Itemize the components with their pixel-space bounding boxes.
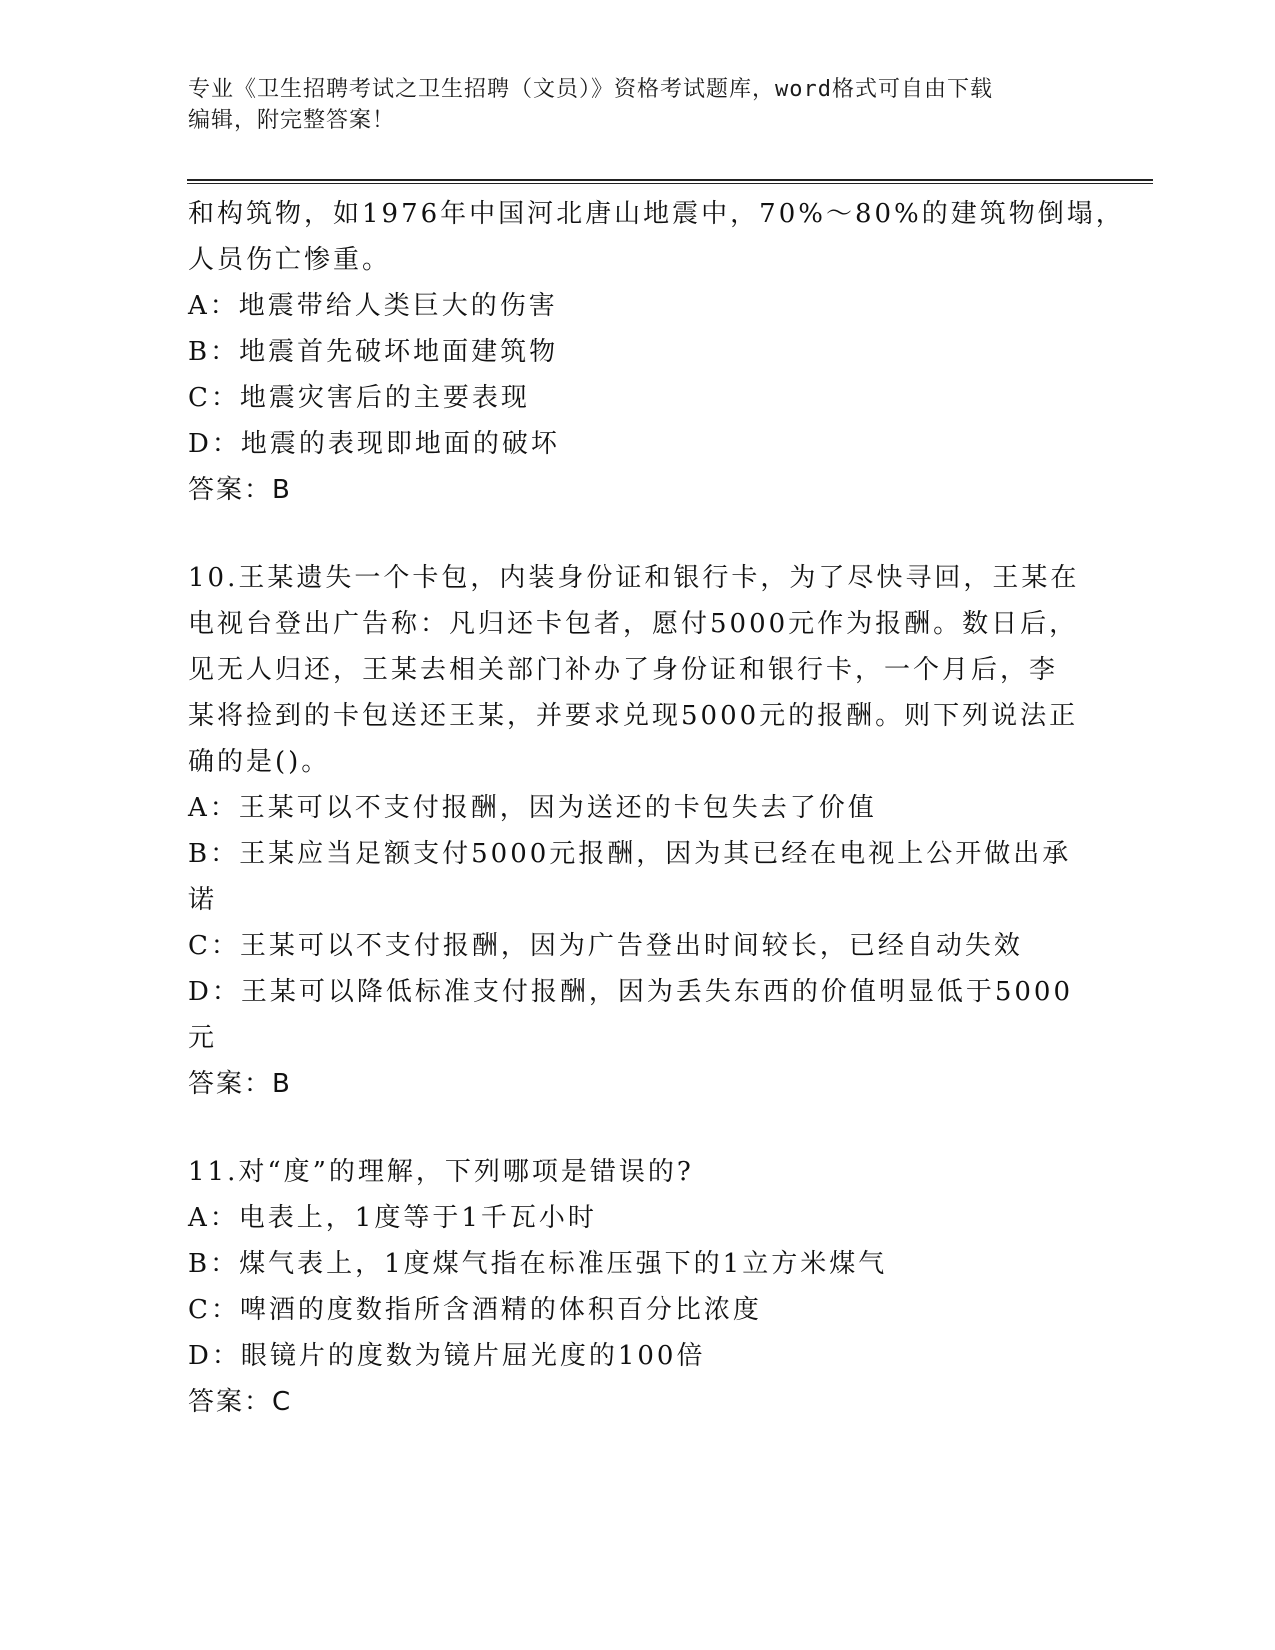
question-stem-line: 见无人归还，王某去相关部门补办了身份证和银行卡，一个月后，李	[188, 655, 1059, 685]
header-line-1: 专业《卫生招聘考试之卫生招聘（文员）》资格考试题库，word格式可自由下载	[188, 77, 993, 102]
option-c: C：地震灾害后的主要表现	[188, 383, 530, 413]
document-body	[188, 191, 1125, 1425]
option-a: A：地震带给人类巨大的伤害	[188, 291, 558, 321]
question-spacer	[188, 513, 1088, 555]
option-d: D：王某可以降低标准支付报酬，因为丢失东西的价值明显低于5000	[188, 977, 1074, 1007]
answer-line: 答案：B	[188, 1069, 292, 1099]
question-stem-line: 某将捡到的卡包送还王某，并要求兑现5000元的报酬。则下列说法正	[188, 701, 1079, 731]
question-9	[188, 191, 1125, 513]
header-divider	[187, 179, 1153, 184]
question-stem-line: 11.对“度”的理解，下列哪项是错误的?	[188, 1157, 694, 1187]
option-b: B：煤气表上，1度煤气指在标准压强下的1立方米煤气	[188, 1249, 888, 1279]
option-d-continued: 元	[188, 1023, 218, 1053]
page-header	[188, 74, 1068, 136]
question-stem-line: 确的是()。	[188, 747, 331, 777]
question-10	[188, 555, 1088, 1107]
header-line-2: 编辑，附完整答案！	[188, 108, 396, 133]
question-stem-line: 和构筑物，如1976年中国河北唐山地震中，70%～80%的建筑物倒塌，	[188, 199, 1125, 229]
option-b: B：王某应当足额支付5000元报酬，因为其已经在电视上公开做出承	[188, 839, 1072, 869]
question-stem-line: 10.王某遗失一个卡包，内装身份证和银行卡，为了尽快寻回，王某在	[188, 563, 1080, 593]
question-stem-line: 电视台登出广告称：凡归还卡包者，愿付5000元作为报酬。数日后，	[188, 609, 1079, 639]
question-stem-line: 人员伤亡惨重。	[188, 245, 392, 275]
option-d: D：地震的表现即地面的破坏	[188, 429, 560, 459]
answer-line: 答案：B	[188, 475, 292, 505]
question-11	[188, 1149, 1088, 1425]
answer-line: 答案：C	[188, 1387, 293, 1417]
option-a: A：王某可以不支付报酬，因为送还的卡包失去了价值	[188, 793, 877, 823]
option-b-continued: 诺	[188, 885, 218, 915]
option-a: A：电表上，1度等于1千瓦小时	[188, 1203, 597, 1233]
question-spacer	[188, 1107, 1088, 1149]
option-b: B：地震首先破坏地面建筑物	[188, 337, 559, 367]
option-c: C：王某可以不支付报酬，因为广告登出时间较长，已经自动失效	[188, 931, 1023, 961]
option-c: C：啤酒的度数指所含酒精的体积百分比浓度	[188, 1295, 762, 1325]
option-d: D：眼镜片的度数为镜片屈光度的100倍	[188, 1341, 706, 1371]
